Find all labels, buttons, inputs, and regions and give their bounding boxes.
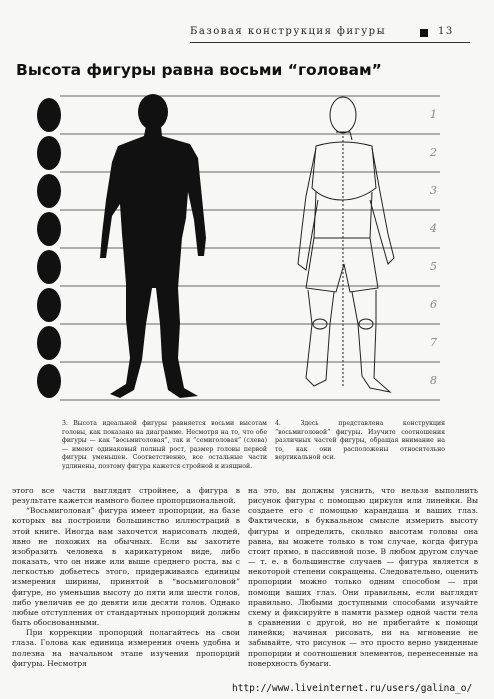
paragraph: этого все части выглядят стройнее, а фигура в результате кажется намного более пропорциональной.: [12, 486, 240, 506]
figure-3-caption: 3. Высота идеальной фигуры равняется восьми высотам головы, как показано на диаграмме. Несмотря на то, что обе фигуры — как “восьмиголовая”, так и “семиголовая” (слева) — имеют одинаковый полный рост, размер головы первой фигуры уменьшен. Соответственно, все остальные части удлинены, поэтому фигура кажется стройной и изящной.: [62, 420, 267, 470]
figure-4-caption: 4. Здесь представлена конструкция “восьмиголовой” фигуры. Изучите соотношения различных частей фигуры, обращая внимание на то, как они расположены относительно вертикальной оси.: [275, 420, 445, 462]
paragraph: При коррекции пропорций полагайтесь на свои глаза. Голова как единица измерения очень удобна и полезна на начальном этапе изучения пропорций фигуры. Несмотря: [12, 628, 240, 668]
numeral-5: 5: [430, 260, 437, 273]
paragraph: “Восьмиголовая” фигура имеет пропорции, на базе которых вы построили большинство иллюстраций в этой книге. Иногда вам захочется нарисовать людей, явно не похожих на обычных. Если вы захотите изобразить человека в карикатурном виде, либо показать, что он ниже или выше среднего роста, вы с легкостью добьетесь этого, придерживаясь единицы измерения ширины, принятой в “восьмиголовой” фигуре, но уменьшив высоту до пяти или шести голов, либо увеличив ее до девяти или десяти голов. Однако любые отступления от стандартных пропорций должны быть обоснованными.: [12, 506, 240, 628]
header-rule: [190, 42, 470, 43]
numeral-7: 7: [430, 336, 437, 349]
section-heading: Высота фигуры равна восьми “головам”: [16, 61, 382, 79]
silhouette-figure: [100, 94, 206, 398]
chapter-title: Базовая конструкция фигуры: [190, 26, 387, 37]
running-header: [190, 26, 470, 40]
numeral-4: 4: [430, 222, 437, 235]
body-column-right: [248, 486, 478, 669]
page-number: 13: [438, 26, 454, 37]
numeral-8: 8: [430, 374, 437, 387]
numeral-3: 3: [430, 184, 437, 197]
handwritten-numerals: [429, 108, 437, 387]
construction-figure: [298, 97, 394, 392]
head-ovals: [37, 98, 61, 398]
paragraph: на это, вы должны уяснить, что нельзя выполнить рисунок фигуры с помощью циркуля или линейки. Вы создаете его с помощью карандаша и ваших глаз. Фактически, в буквальном смысле измерить высоту фигуры и определить, сколько высотам головы она равна, вы можете только в том случае, когда фигура стоит прямо, в пассивной позе. В любом другом случае — т. е. в большинстве случаев — фигура является в некоторой степени сокращены. Следовательно, оценить пропорции можно только одним способом — при помощи ваших глаз. Они правильны, если выглядят правильно. Любыми доступными способами изучайте схему и фиксируйте в памяти размер одной части тела в сравнении с другой, но не прибегайте к помощи линейки; начиная рисовать, ни на мгновение не забывайте, что рисунок — это просто верно увиденные пропорции и соотношения элементов, перенесенные на поверхность бумаги.: [248, 486, 478, 668]
watermark-url: http://www.liveinternet.ru/users/galina_o/: [232, 683, 473, 694]
numeral-2: 2: [430, 146, 437, 159]
numeral-6: 6: [430, 298, 437, 311]
square-bullet-icon: [420, 29, 428, 37]
numeral-1: 1: [430, 108, 437, 121]
proportion-illustration: [30, 88, 470, 410]
body-column-left: [12, 486, 240, 669]
